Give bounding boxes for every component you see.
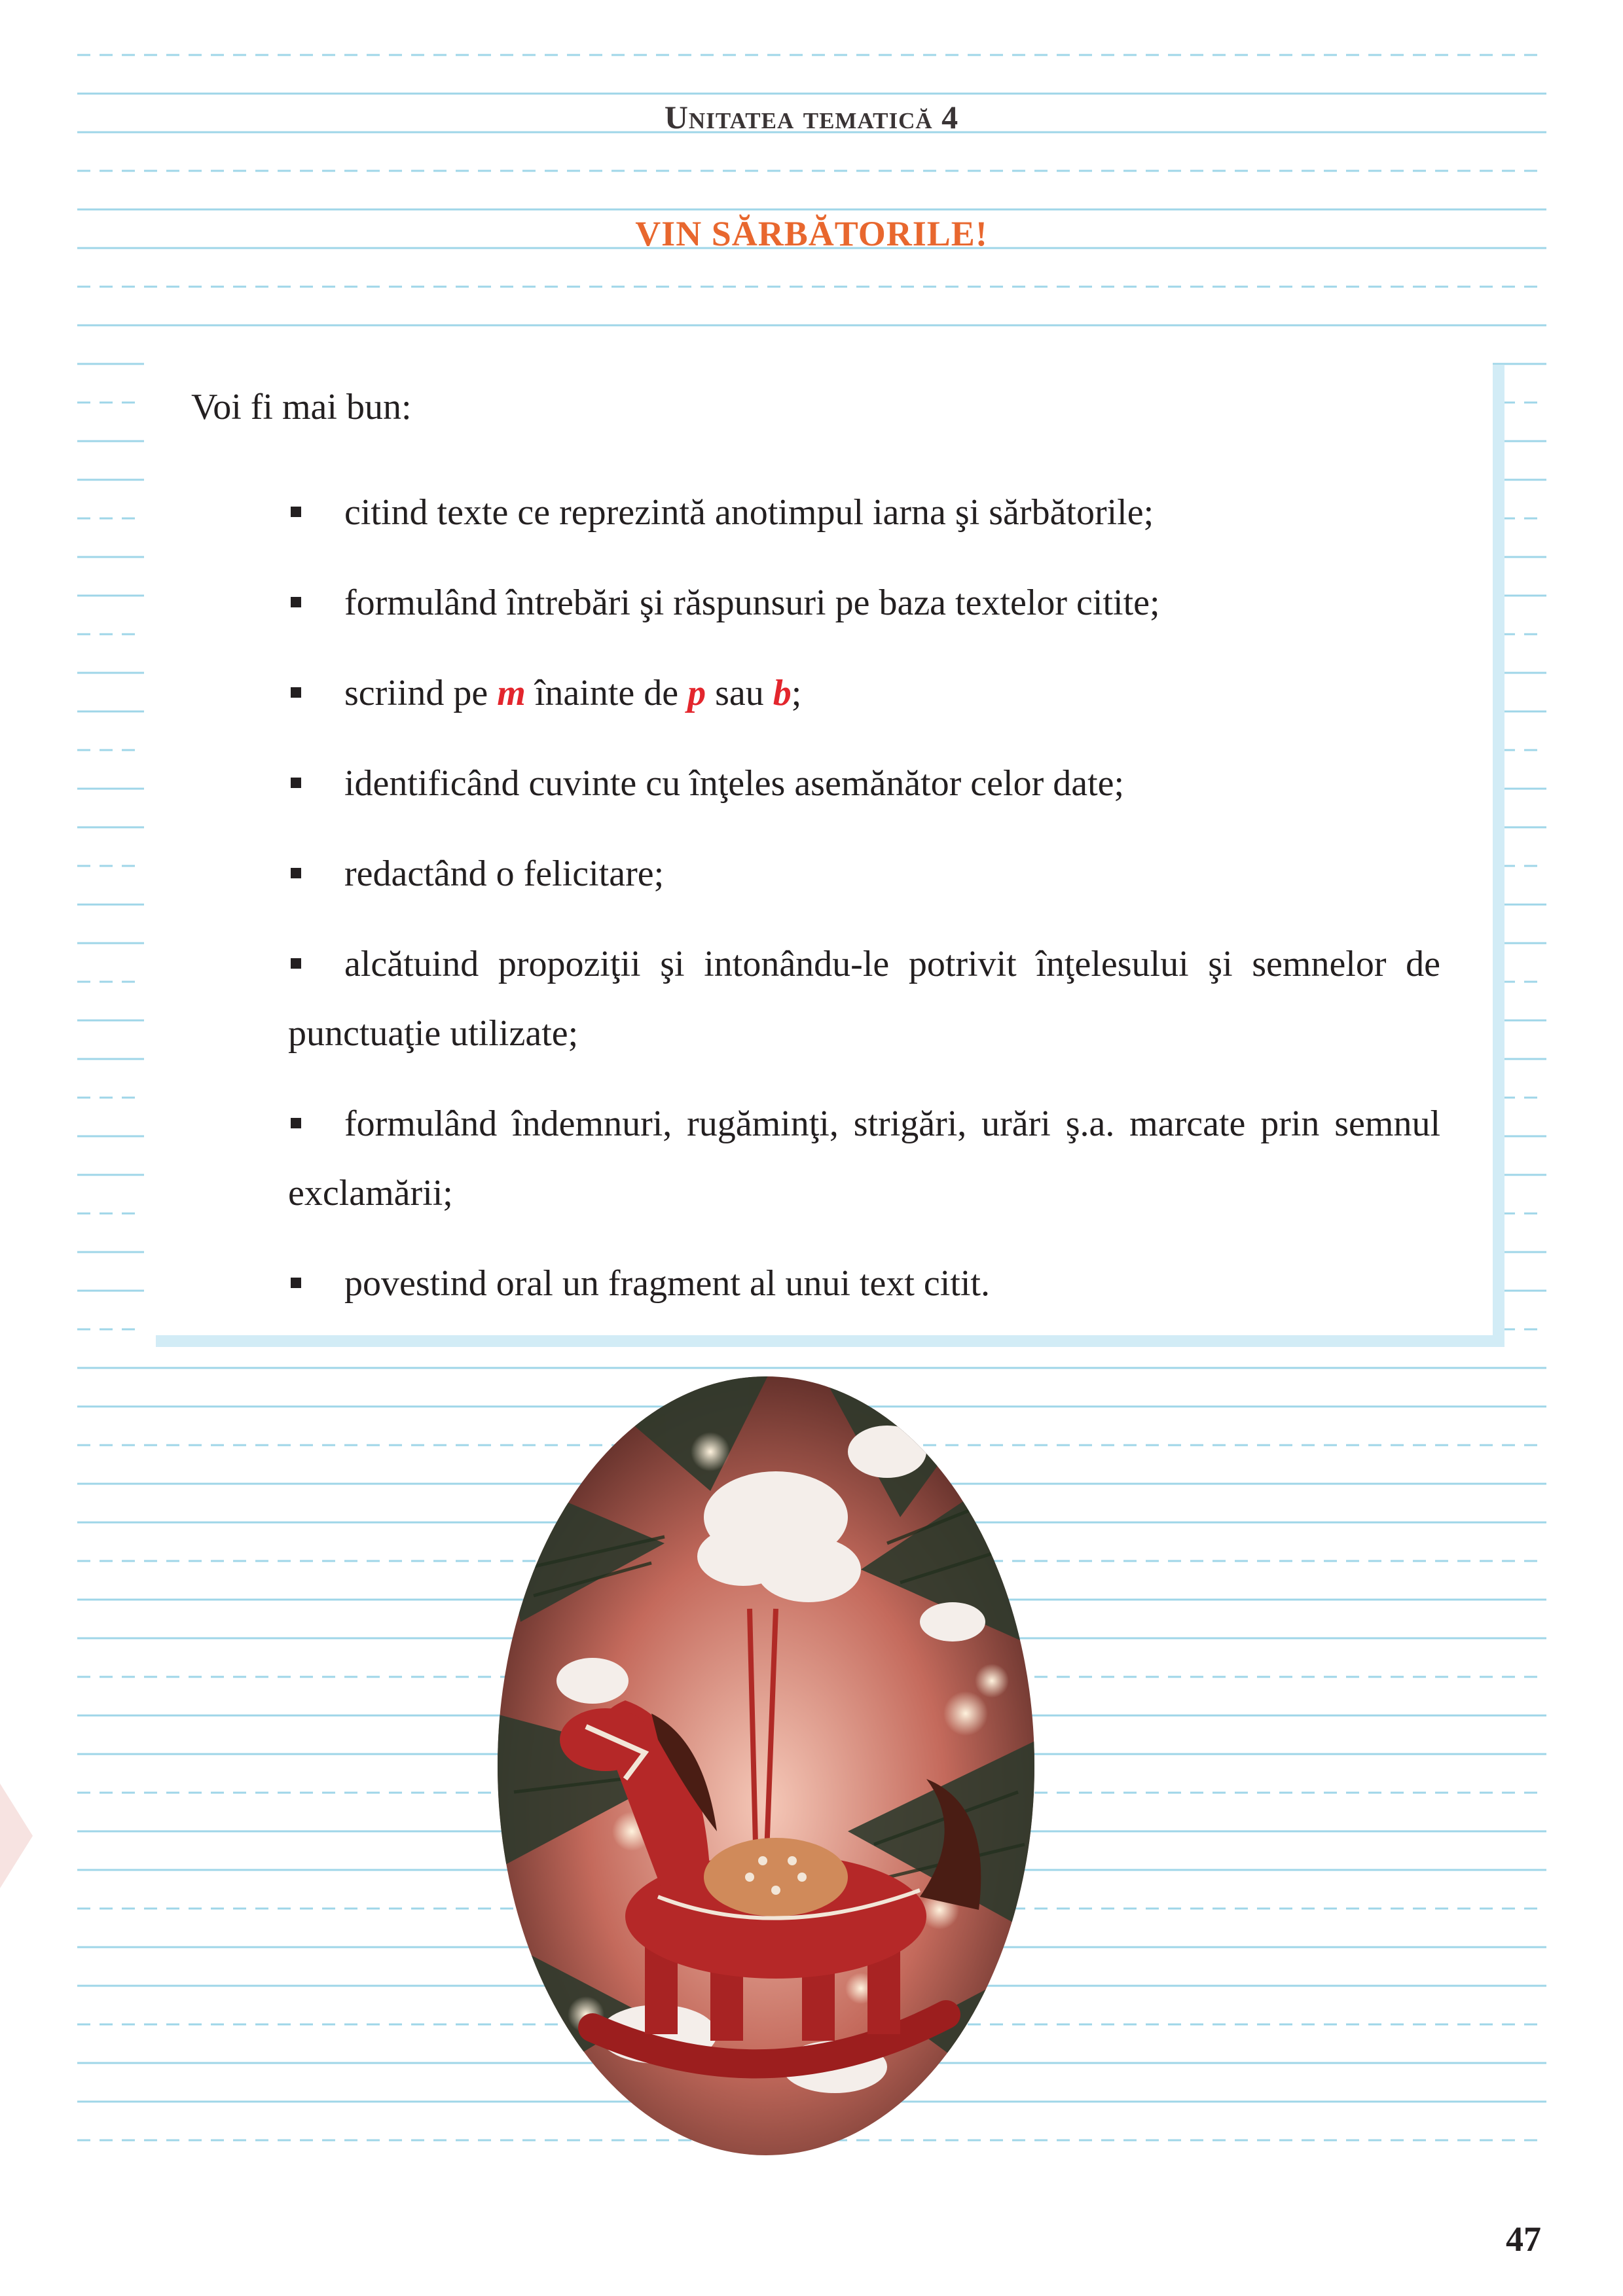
objective-text: formulând îndemnuri, rugăminţi, strigări, urări ş.a. marcate prin semnul exclamării; [288, 1103, 1440, 1213]
objective-item [288, 929, 1440, 1068]
objective-text: redactând o felicitare; [344, 853, 665, 894]
objective-item [288, 568, 1440, 637]
objective-text: scriind pe [344, 673, 498, 713]
objective-item [288, 1089, 1440, 1228]
objective-text: înainte de [525, 673, 688, 713]
square-bullet-icon [291, 597, 301, 607]
objective-text: alcătuind propoziţii şi intonându-le potrivit înţelesului şi semnelor de punctuaţie utilizate; [288, 944, 1440, 1054]
objective-text: formulând întrebări şi răspunsuri pe baza textelor citite; [344, 583, 1160, 623]
objective-text: sau [706, 673, 773, 713]
square-bullet-icon [291, 1278, 301, 1288]
square-bullet-icon [291, 868, 301, 878]
decorative-triangle [0, 1770, 33, 1901]
objective-item [288, 839, 1440, 908]
objective-item [288, 1249, 1440, 1318]
objective-item [288, 658, 1440, 728]
page-number: 47 [1506, 2219, 1541, 2259]
rocking-horse-ornament-photo [494, 1373, 1038, 2159]
objective-text: citind texte ce reprezintă anotimpul iarna şi sărbătorile; [344, 492, 1154, 533]
objective-text: ; [791, 673, 802, 713]
objective-text: identificând cuvinte cu înţeles asemănător celor date; [344, 763, 1125, 804]
objectives-list [288, 478, 1440, 1339]
objective-item [288, 478, 1440, 547]
square-bullet-icon [291, 958, 301, 969]
highlight-letter-p: p [687, 673, 706, 713]
objective-text: povestind oral un fragment al unui text citit. [344, 1263, 990, 1304]
objectives-intro: Voi fi mai bun: [191, 387, 412, 427]
lesson-title: VIN SĂRBĂTORILE! [635, 214, 988, 253]
square-bullet-icon [291, 687, 301, 698]
unit-title: Unitatea tematică 4 [664, 99, 959, 135]
objective-item [288, 749, 1440, 818]
objectives-box [144, 353, 1493, 1335]
square-bullet-icon [291, 1118, 301, 1128]
square-bullet-icon [291, 778, 301, 788]
highlight-letter-b: b [773, 673, 792, 713]
square-bullet-icon [291, 507, 301, 517]
highlight-letter-m: m [497, 673, 526, 713]
